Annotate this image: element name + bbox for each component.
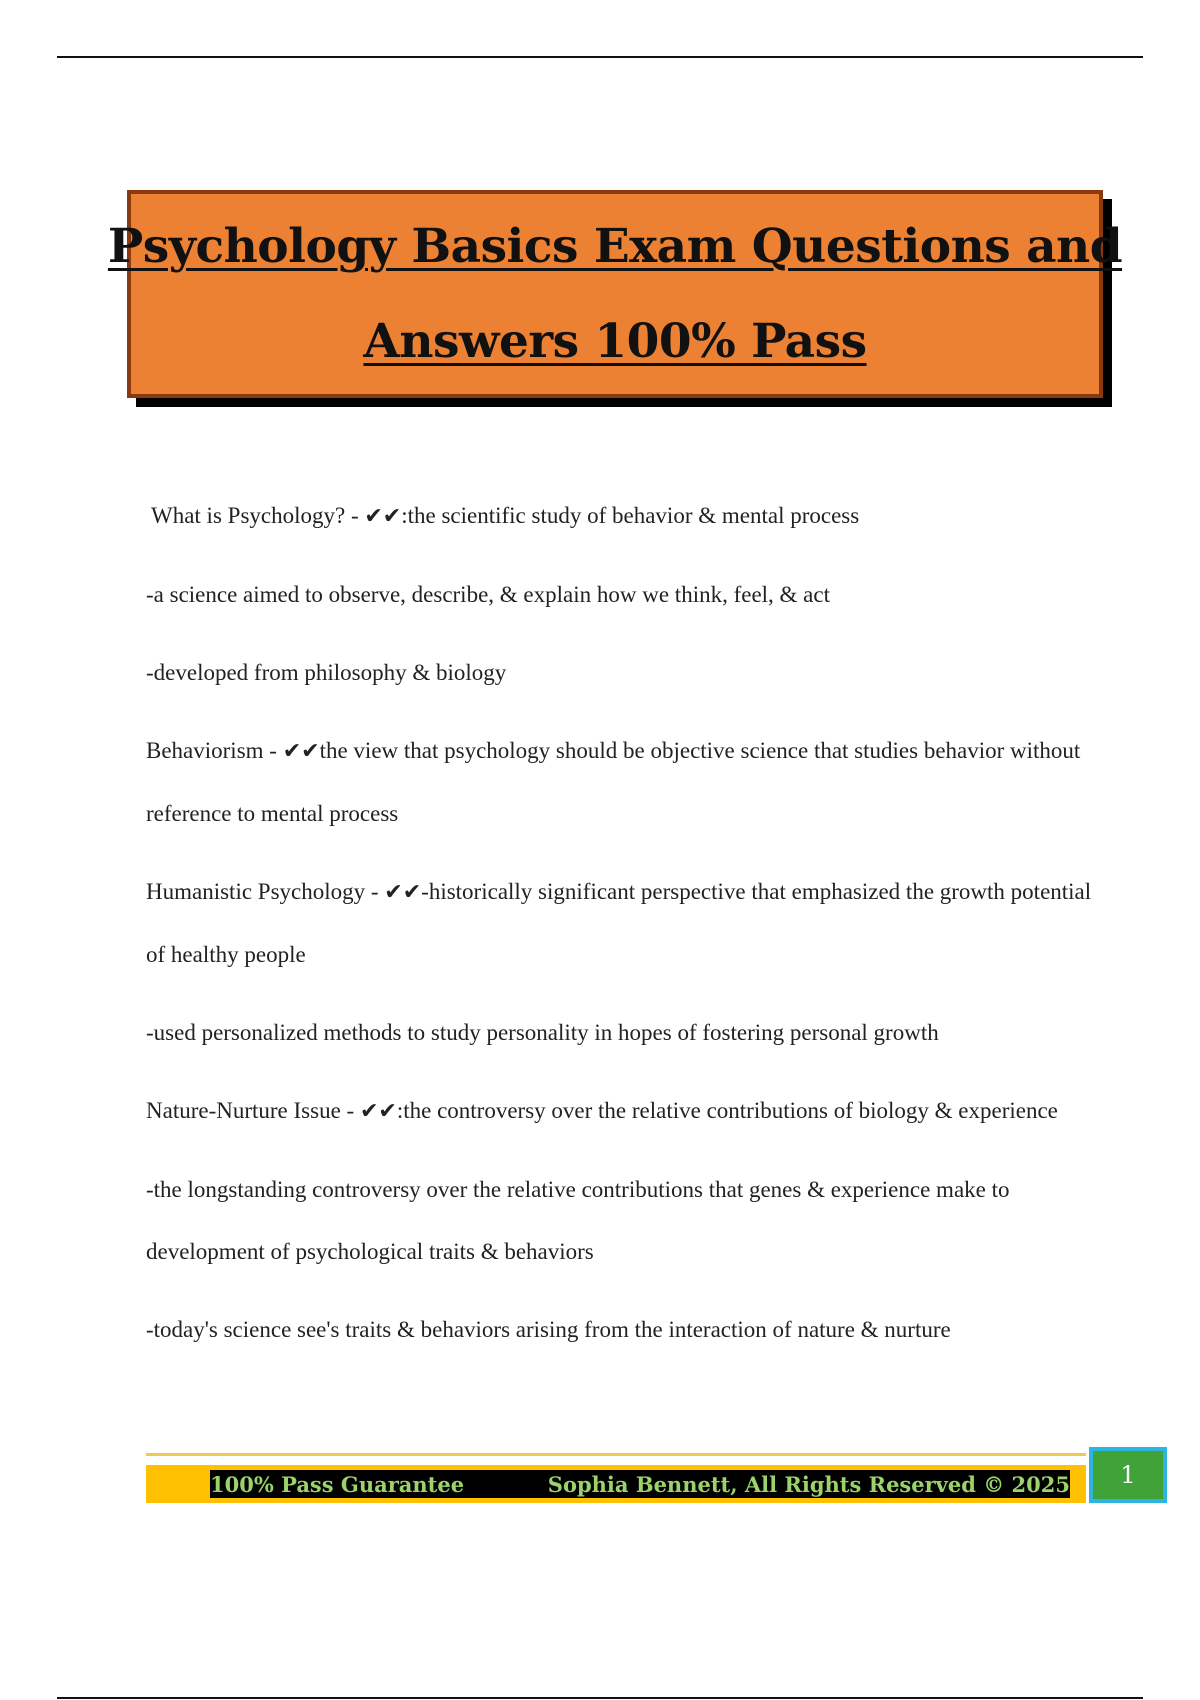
qa-entry-humanistic <box>146 861 1096 986</box>
qa-note: -today's science see's traits & behaviors arising from the interaction of nature & nurture <box>146 1317 951 1342</box>
title-line-1: Psychology Basics Exam Questions and <box>107 219 1123 274</box>
definition: :the scientific study of behavior & mental process <box>401 503 860 528</box>
qa-entry-nature-nurture <box>146 1080 1096 1143</box>
qa-note: -developed from philosophy & biology <box>146 660 507 685</box>
title-line-2: Answers 100% Pass <box>363 314 867 369</box>
bottom-rule <box>57 1697 1143 1699</box>
checkmark-icon: ✔✔ <box>359 1099 397 1124</box>
page-number-box <box>1089 1447 1167 1503</box>
checkmark-icon: ✔✔ <box>282 739 320 764</box>
footer-band <box>210 1470 1070 1498</box>
footer-rule <box>146 1453 1086 1456</box>
term: What is Psychology? - <box>151 503 365 528</box>
term: Nature-Nurture Issue - <box>146 1098 360 1123</box>
qa-note: -a science aimed to observe, describe, & explain how we think, feel, & act <box>146 582 830 607</box>
top-rule <box>57 56 1143 58</box>
qa-note: -the longstanding controversy over the relative contributions that genes & experience make to development of psychological traits & behaviors <box>146 1177 1010 1264</box>
qa-note: -used personalized methods to study personality in hopes of fostering personal growth <box>146 1020 939 1045</box>
title-banner <box>107 190 1123 398</box>
checkmark-icon: ✔✔ <box>384 880 422 905</box>
qa-content <box>146 485 1096 1377</box>
qa-entry-psychology <box>146 485 1096 548</box>
term: Behaviorism - <box>146 738 283 763</box>
footer-guarantee: 100% Pass Guarantee <box>210 1471 465 1497</box>
definition: -historically significant perspective that emphasized the growth potential of healthy people <box>146 879 1092 967</box>
definition: :the controversy over the relative contributions of biology & experience <box>396 1098 1058 1123</box>
qa-entry-behaviorism <box>146 720 1096 845</box>
page-number: 1 <box>1120 1461 1136 1489</box>
footer-copyright: Sophia Bennett, All Rights Reserved © 2025 <box>547 1471 1070 1497</box>
definition: the view that psychology should be objective science that studies behavior without reference to mental process <box>146 738 1081 826</box>
term: Humanistic Psychology - <box>146 879 385 904</box>
checkmark-icon: ✔✔ <box>364 504 402 529</box>
